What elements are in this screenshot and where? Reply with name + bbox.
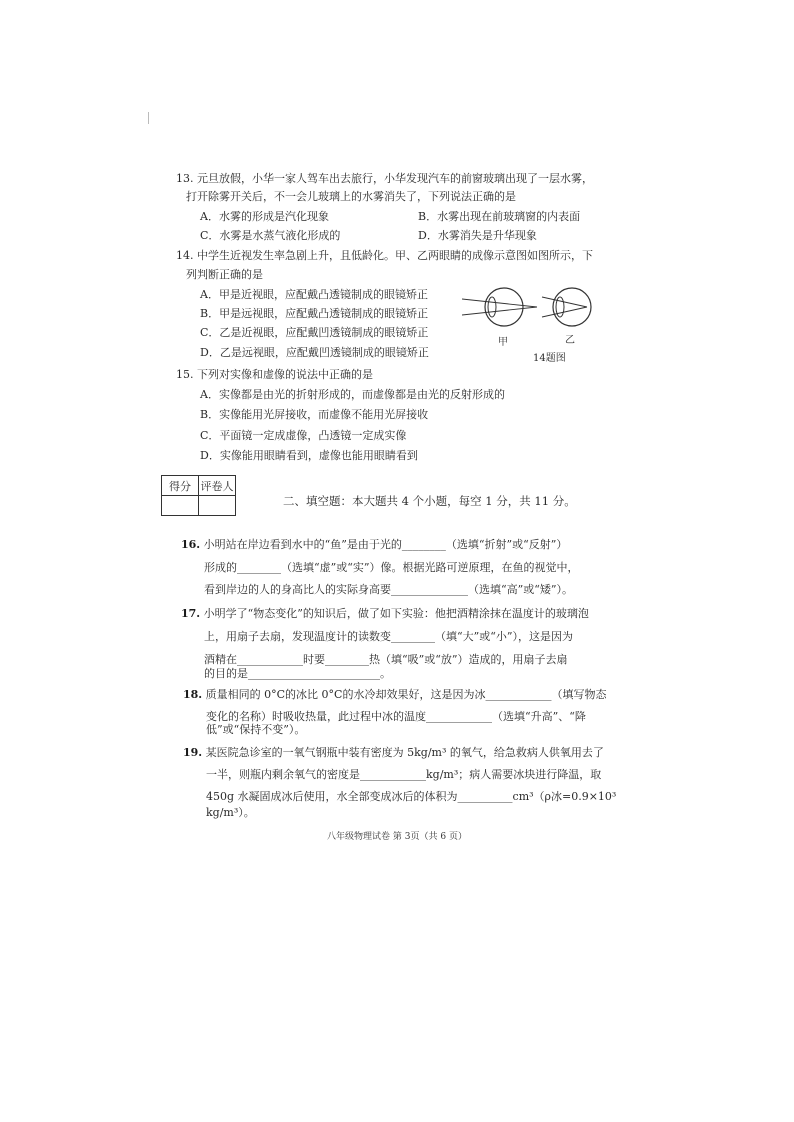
q16-text-line1: 小明站在岸边看到水中的“鱼”是由于光的________（选填“折射”或“反射”） — [203, 538, 568, 551]
q14-option-b: B．甲是远视眼，应配戴凸透镜制成的眼镜矫正 — [200, 307, 429, 320]
q18-line1 — [183, 688, 606, 702]
q18-text-line2: 变化的名称）时吸收热量，此过程中冰的温度____________（选填“升高”、“降 — [206, 710, 586, 723]
eye-diagram-svg — [462, 283, 612, 343]
left-ray-bottom — [462, 307, 537, 315]
q17-line1 — [181, 607, 589, 621]
q19-text-line1: 某医院急诊室的一氧气钢瓶中装有密度为 5kg/m³ 的氧气，给急救病人供氧用去了 — [205, 746, 604, 759]
right-ray-bottom — [542, 307, 587, 317]
q13-option-d: D．水雾消失是升华现象 — [418, 229, 537, 242]
grader-entry-cell — [199, 496, 236, 516]
q15-option-a: A．实像都是由光的折射形成的，而虚像都是由光的反射形成的 — [200, 388, 505, 401]
q14-text-line2: 列判断正确的是 — [186, 268, 263, 281]
q13-option-b: B．水雾出现在前玻璃窗的内表面 — [418, 210, 581, 223]
q17-text-line4: 的目的是________________________。 — [204, 667, 391, 680]
q14-line1 — [176, 249, 593, 263]
q15-option-d: D．实像能用眼睛看到，虚像也能用眼睛看到 — [200, 449, 418, 462]
q17-text-line2: 上，用扇子去扇，发现温度计的读数变________（填“大”或“小”），这是因为 — [204, 630, 573, 643]
scan-mark — [148, 112, 149, 124]
score-entry-cell — [162, 496, 199, 516]
q17-text-line1: 小明学了“物态变化”的知识后，做了如下实验：他把酒精涂抹在温度计的玻璃泡 — [203, 607, 589, 620]
q16-text-line3: 看到岸边的人的身高比人的实际身高要______________（选填“高”或“矮”）。 — [204, 583, 573, 596]
q14-eye-diagram — [462, 283, 612, 363]
section2-title: 二、填空题：本大题共 4 个小题，每空 1 分，共 11 分。 — [283, 494, 576, 508]
q16-text-line2: 形成的________（选填“虚”或“实”）像。根据光路可逆原理，在鱼的视觉中， — [204, 561, 579, 574]
q19-text-line2: 一半，则瓶内剩余氧气的密度是____________kg/m³；病人需要冰块进行降温，取 — [206, 768, 602, 781]
right-ray-top — [542, 297, 587, 307]
score-label-cell: 得分 — [162, 476, 199, 496]
q13-number: 13. — [176, 172, 194, 185]
left-ray-top — [462, 299, 537, 307]
q15-line1 — [176, 368, 373, 382]
grader-label-cell: 评卷人 — [199, 476, 236, 496]
q19-text-line3: 450g 水凝固成冰后使用，水全部变成冰后的体积为__________cm³（ρ冰=0.9×10³ — [206, 790, 617, 803]
q14-figure-label-left: 甲 — [498, 337, 508, 348]
q14-option-a: A．甲是近视眼，应配戴凸透镜制成的眼镜矫正 — [200, 288, 428, 301]
q15-number: 15. — [176, 368, 194, 381]
q18-text-line3: 低”或“保持不变”）。 — [206, 723, 306, 736]
q14-option-d: D．乙是远视眼，应配戴凹透镜制成的眼镜矫正 — [200, 346, 429, 359]
q17-text-line3: 酒精在____________时要________热（填“吸”或“放”）造成的，用扇子去扇 — [204, 653, 568, 666]
q13-line1 — [176, 172, 593, 186]
q17-number: 17. — [181, 607, 201, 620]
q19-text-line4: kg/m³）。 — [206, 806, 255, 819]
q13-text-line2: 打开除雾开关后，不一会儿玻璃上的水雾消失了，下列说法正确的是 — [186, 190, 516, 203]
q18-number: 18. — [183, 688, 203, 701]
q14-text-line1: 中学生近视发生率急剧上升，且低龄化。甲、乙两眼睛的成像示意图如图所示，下 — [197, 249, 593, 262]
page-footer: 八年级物理试卷 第 3页（共 6 页） — [327, 832, 467, 842]
q19-number: 19. — [183, 746, 203, 759]
q16-number: 16. — [181, 538, 201, 551]
q19-line1 — [183, 746, 604, 760]
q16-line1 — [181, 538, 567, 552]
q18-text-line1: 质量相同的 0°C的冰比 0°C的水冷却效果好，这是因为冰____________（填写物态 — [205, 688, 607, 701]
q14-number: 14. — [176, 249, 194, 262]
q14-figure-caption: 14题图 — [533, 353, 566, 364]
q13-option-c: C．水雾是水蒸气液化形成的 — [200, 229, 341, 242]
q13-option-a: A．水雾的形成是汽化现象 — [200, 210, 329, 223]
left-eyeball-shape — [485, 288, 523, 326]
q14-figure-label-right: 乙 — [565, 335, 575, 346]
q15-text-line1: 下列对实像和虚像的说法中正确的是 — [197, 368, 373, 381]
score-table — [161, 475, 236, 516]
q15-option-c: C．平面镜一定成虚像，凸透镜一定成实像 — [200, 429, 407, 442]
q15-option-b: B．实像能用光屏接收，而虚像不能用光屏接收 — [200, 408, 429, 421]
left-lens-shape — [488, 297, 496, 317]
q13-text-line1: 元旦放假，小华一家人驾车出去旅行，小华发现汽车的前窗玻璃出现了一层水雾， — [197, 172, 593, 185]
q14-option-c: C．乙是近视眼，应配戴凹透镜制成的眼镜矫正 — [200, 326, 429, 339]
